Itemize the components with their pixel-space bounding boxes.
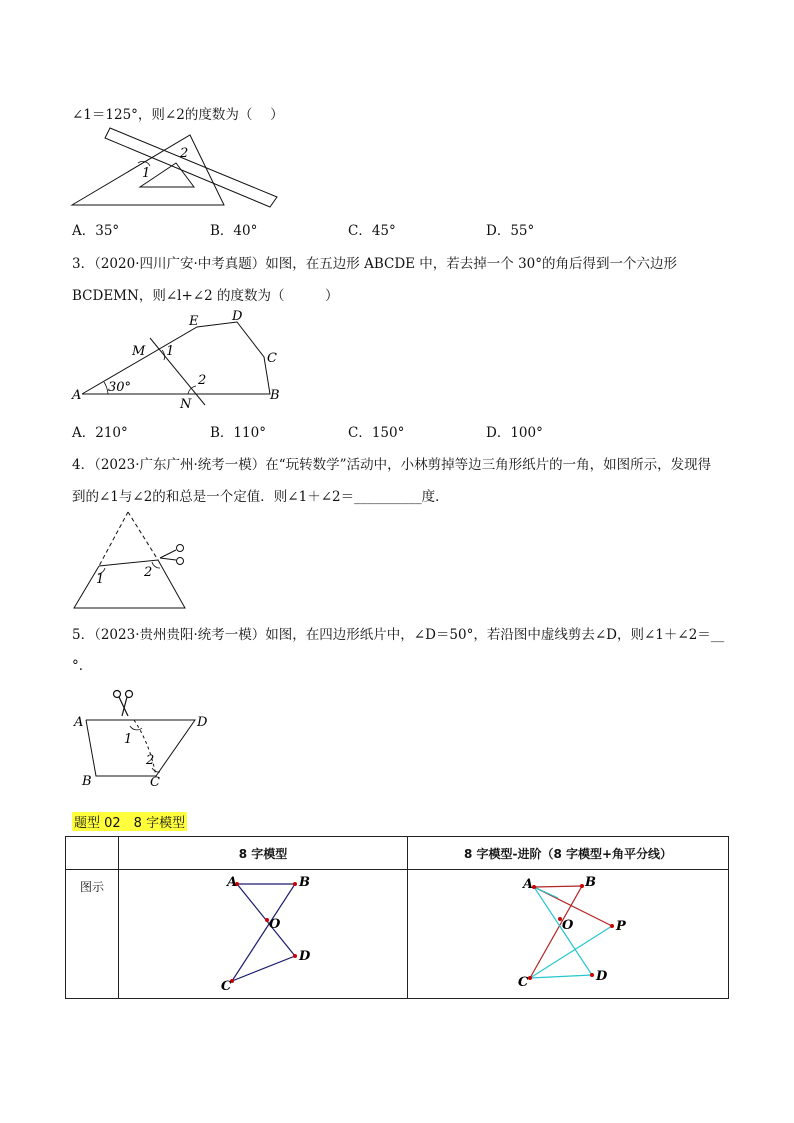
q3-label-e: E: [189, 314, 199, 329]
fig2-label-b: B: [585, 875, 596, 890]
table-header-row: [66, 837, 729, 870]
table-header-basic: 8 字模型: [119, 837, 408, 870]
q3-option-c: C．150°: [348, 425, 405, 441]
q3-options: [72, 421, 672, 441]
fig1-label-b: B: [299, 875, 310, 890]
fig1-label-d: D: [299, 949, 311, 964]
q5-label-b: B: [82, 774, 92, 789]
q2-option-a: A．35°: [72, 223, 120, 239]
q5-label-c: C: [150, 775, 160, 790]
q2-label-2: 2: [180, 146, 189, 161]
table-header-empty: [66, 837, 119, 870]
eight-model-advanced-figure: [408, 870, 730, 998]
q3-label-m: M: [132, 344, 146, 359]
q2-options: [72, 219, 672, 239]
q3-label-30: 30°: [108, 380, 132, 395]
q4-line-1: 4．（2023·广东广州·统考一模）在“玩转数学”活动中，小林剪掉等边三角形纸片的一角，如图所示，发现得: [72, 457, 712, 473]
q5-label-2: 2: [146, 753, 155, 768]
q3-option-b: B．110°: [210, 425, 266, 441]
fig1-label-c: C: [221, 979, 232, 994]
fig2-label-d: D: [596, 969, 608, 984]
q2-option-b: B．40°: [210, 223, 258, 239]
q3-label-a: A: [72, 388, 82, 403]
q3-option-a: A．210°: [72, 425, 128, 441]
table-header-advanced: 8 字模型-进阶（8 字模型+角平分线）: [408, 837, 729, 870]
q3-option-d: D．100°: [486, 425, 543, 441]
table-row: [66, 870, 729, 999]
fig2-label-c: C: [518, 975, 529, 990]
q2-option-c: C．45°: [348, 223, 396, 239]
q5-line-1: 5．（2023·贵州贵阳·统考一模）如图，在四边形纸片中，∠D＝50°，若沿图中虚线剪去∠D，则∠1＋∠2＝__: [72, 627, 725, 643]
q3-line-1: 3．（2020·四川广安·中考真题）如图，在五边形 ABCDE 中，若去掉一个 30°的角后得到一个六边形: [72, 256, 678, 272]
q3-label-c: C: [267, 351, 277, 366]
q3-line-2: BCDEMN，则∠l+∠2 的度数为（ ）: [72, 288, 339, 304]
q4-figure: [72, 508, 202, 618]
q3-label-b: B: [270, 388, 280, 403]
q4-label-1: 1: [96, 572, 105, 587]
q2-stem: ∠1＝125°，则∠2的度数为（ ）: [72, 107, 284, 123]
fig2-label-p: P: [616, 919, 626, 934]
section-tag: 题型 02 8 字模型: [72, 812, 187, 831]
q3-figure: [72, 310, 292, 410]
q3-label-n: N: [180, 397, 192, 412]
fig2-label-a: A: [523, 877, 534, 892]
model-table: [65, 836, 729, 999]
q5-label-1: 1: [124, 732, 133, 747]
q5-figure: [72, 686, 222, 796]
scissors-icon: [114, 691, 133, 717]
q5-label-a: A: [74, 715, 84, 730]
q5-line-2: °．: [72, 658, 93, 674]
q3-label-2: 2: [198, 373, 207, 388]
q3-label-d: D: [232, 309, 243, 324]
q2-option-d: D．55°: [486, 223, 535, 239]
q4-line-2: 到的∠1与∠2的和总是一个定值．则∠1＋∠2＝__________度．: [72, 489, 449, 505]
fig1-label-o: O: [269, 917, 281, 932]
scissors-icon: [160, 545, 184, 565]
fig2-label-o: O: [562, 918, 574, 933]
fig1-label-a: A: [227, 875, 238, 890]
q2-figure: [72, 125, 292, 215]
q5-label-d: D: [197, 715, 208, 730]
q2-label-1: 1: [142, 166, 151, 181]
eight-model-figure: [119, 870, 407, 998]
q4-label-2: 2: [144, 565, 153, 580]
table-cell-fig1: [119, 870, 408, 999]
q3-label-1: 1: [166, 344, 175, 359]
table-row-label: 图示: [66, 870, 119, 999]
table-cell-fig2: [408, 870, 729, 999]
